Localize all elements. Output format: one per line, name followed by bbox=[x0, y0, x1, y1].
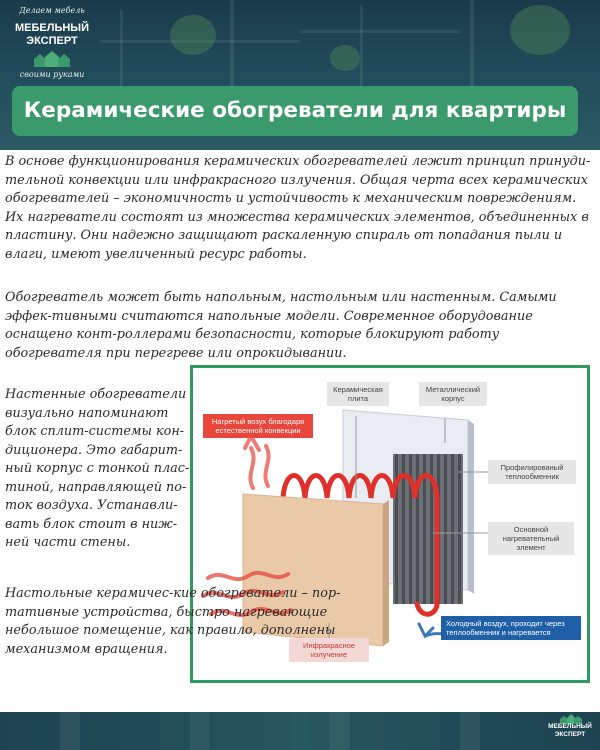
footer-brand-line2: ЭКСПЕРТ bbox=[554, 731, 586, 738]
paragraph-types: Обогреватель может быть напольным, настольным или настенным. Самыми эффек-тивными считаются напольные модели. Современное оборудование оснащено конт-роллерами безопасности, которые блокируют работу обогревателя при перегреве или опрокидывании. bbox=[5, 290, 557, 361]
brand-logo bbox=[10, 6, 94, 86]
label-cold-air: Холодный воздух, проходит через теплообменник и нагревается bbox=[441, 616, 581, 640]
header-banner bbox=[0, 0, 600, 150]
title-bar bbox=[12, 86, 578, 136]
footer-bar bbox=[0, 712, 600, 750]
label-ceramic-plate: Керамическая плита bbox=[327, 382, 389, 406]
label-infrared: Инфракрасное излучение bbox=[289, 638, 369, 662]
paragraph-tabletop: Настольные керамичес-кие обогреватели – пор-тативные устройства, быстро нагревающие небольшое помещение, как правило, дополнены механизмом вращения. bbox=[5, 586, 341, 657]
page-title: Керамические обогреватели для квартиры bbox=[23, 98, 567, 123]
label-profiled-exchanger: Профилированый теплообменник bbox=[488, 460, 576, 484]
footer-brand-line1: МЕБЕЛЬНЫЙ bbox=[548, 723, 592, 730]
label-main-element: Основной нагревательный элемент bbox=[488, 522, 574, 555]
houses-icon bbox=[32, 50, 72, 68]
footer-logo bbox=[544, 714, 596, 748]
brand-name-line1: МЕБЕЛЬНЫЙ bbox=[15, 22, 89, 34]
brand-tagline-bottom: своими руками bbox=[19, 70, 85, 79]
footer-brand-name bbox=[544, 723, 596, 739]
label-heated-air: Нагретый возух благодаря естественной конвекции bbox=[203, 414, 313, 438]
heated-air-arrows-icon bbox=[245, 436, 269, 488]
paragraph-wall: Настенные обогреватели визуально напоминают блок сплит-системы кон-диционера. Это габарит-ный корпус с тонкой плас-тиной, направляющей по-ток воздуха. Устанавли-вать блок стоит в ниж-ней части стены. bbox=[5, 387, 190, 550]
brand-name bbox=[10, 22, 94, 48]
brand-name-line2: ЭКСПЕРТ bbox=[26, 35, 78, 47]
paragraph-intro: В основе функционирования керамических обогревателей лежит принцип принуди-тельной конвекции или инфракрасного излучения. Общая черта всех керамических обогревателей – экономичность и устойчивость к механическим повреждениям. Их нагреватели состоят из множества керамических элементов, объединенных в пластину. Они надежно защищают раскаленную спираль от попадания пыли и влаги, имеют увеличенный ресурс работы. bbox=[5, 154, 591, 262]
label-metal-case: Металлический корпус bbox=[419, 382, 487, 406]
brand-tagline-top: Делаем мебель bbox=[19, 6, 85, 15]
